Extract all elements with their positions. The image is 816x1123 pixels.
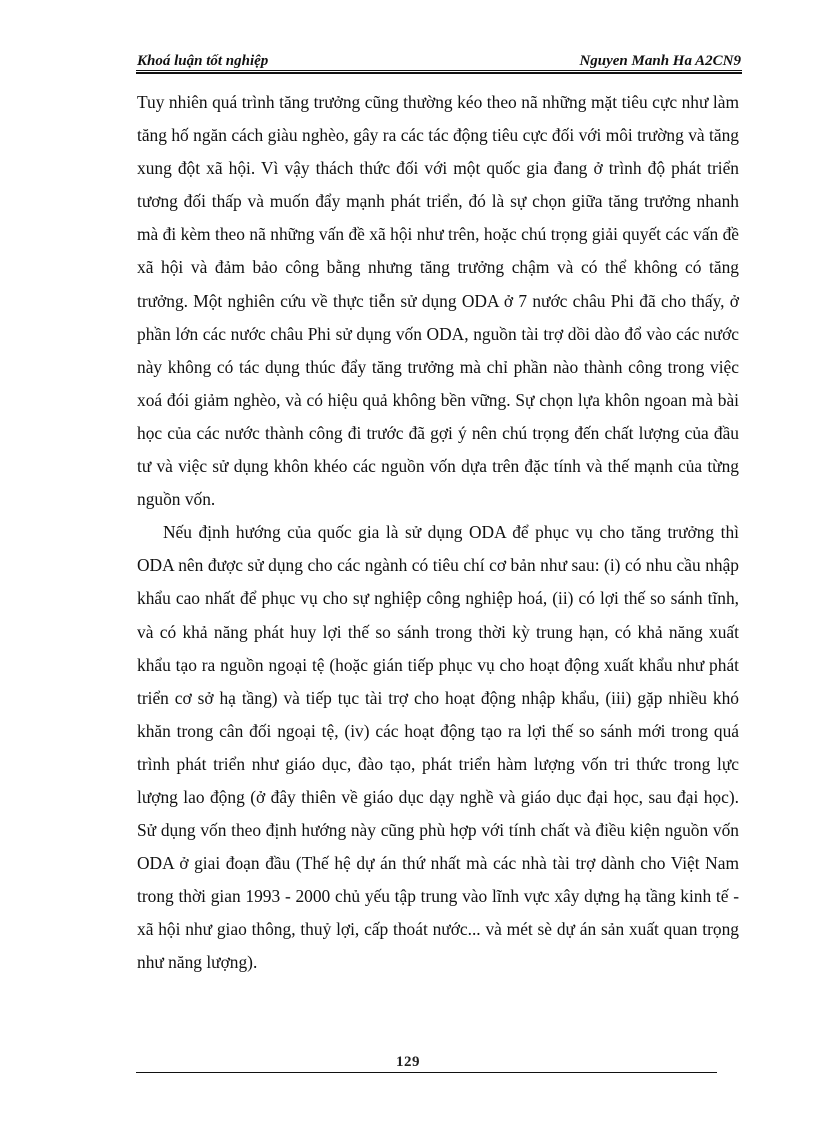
paragraph-oda-orientation: Nếu định hướng của quốc gia là sử dụng ODA để phục vụ cho tăng trưởng thì ODA nên được sử dụng cho các ngành có tiêu chí cơ bản như sau: (i) có nhu cầu nhập khẩu cao nhất để phục vụ cho sự nghiệp công nghiệp hoá, (ii) có lợi thế so sánh tĩnh, và có khả năng phát huy lợi thế so sánh trong thời kỳ trung hạn, có khả năng xuất khẩu tạo ra nguồn ngoại tệ (hoặc gián tiếp phục vụ cho hoạt động xuất khẩu như phát triển cơ sở hạ tầng) và tiếp tục tài trợ cho hoạt động nhập khẩu, (iii) gặp nhiều khó khăn trong cân đối ngoại tệ, (iv) các hoạt động tạo ra lợi thế so sánh mới trong quá trình phát triển như giáo dục, đào tạo, phát triển hàm lượng vốn tri thức trong lực lượng lao động (ở đây thiên về giáo dục dạy nghề và giáo dục đại học, sau đại học). Sử dụng vốn theo định hướng này cũng phù hợp với tính chất và điều kiện nguồn vốn ODA ở giai đoạn đầu (Thế hệ dự án thứ nhất mà các nhà tài trợ dành cho Việt Nam trong thời gian 1993 - 2000 chủ yếu tập trung vào lĩnh vực xây dựng hạ tầng kinh tế - xã hội như giao thông, thuỷ lợi, cấp thoát nước... và mét sè dự án sản xuất quan trọng như năng lượng).: [137, 522, 739, 973]
page-header: [137, 50, 741, 70]
header-rule: [136, 70, 742, 71]
header-thesis-title: Khoá luận tốt nghiệp: [137, 53, 269, 69]
footer-rule: [136, 1072, 717, 1073]
header-author: Nguyen Manh Ha A2CN9: [579, 53, 741, 69]
header-rule-thick: [136, 72, 742, 74]
page-number: 129: [396, 1054, 420, 1070]
paragraph-growth-tradeoffs: Tuy nhiên quá trình tăng trưởng cũng thường kéo theo nã những mặt tiêu cực như làm tăng hố ngăn cách giàu nghèo, gây ra các tác động tiêu cực đối với môi trường và tăng xung đột xã hội. Vì vậy thách thức đối với một quốc gia đang ở trình độ phát triển tương đối thấp và muốn đẩy mạnh phát triển, đó là sự chọn giữa tăng trưởng nhanh mà đi kèm theo nã những vấn đề xã hội như trên, hoặc chú trọng giải quyết các vấn đề xã hội và đảm bảo công bằng nhưng tăng trưởng chậm và có thể không có tăng trưởng. Một nghiên cứu về thực tiễn sử dụng ODA ở 7 nước châu Phi đã cho thấy, ở phần lớn các nước châu Phi sử dụng vốn ODA, nguồn tài trợ dồi dào đổ vào các nước này không có tác dụng thúc đẩy tăng trưởng mà chỉ phần nào thành công trong việc xoá đói giảm nghèo, và có hiệu quả không bền vững. Sự chọn lựa khôn ngoan mà bài học của các nước thành công đi trước đã gợi ý nên chú trọng đến chất lượng của đầu tư và việc sử dụng khôn khéo các nguồn vốn dựa trên đặc tính và thế mạnh của từng nguồn vốn.: [137, 92, 739, 510]
body-text: [137, 86, 739, 980]
